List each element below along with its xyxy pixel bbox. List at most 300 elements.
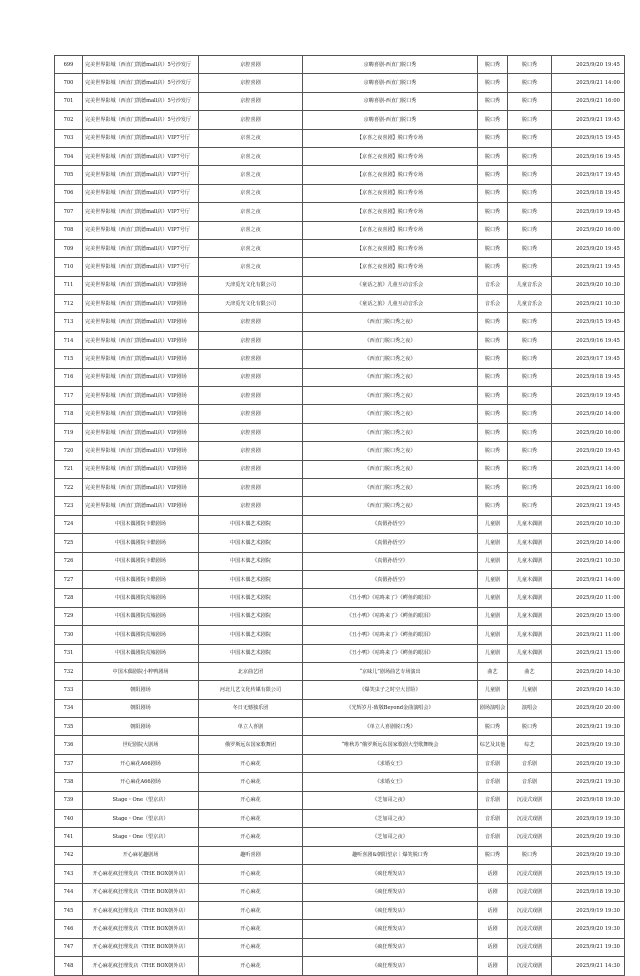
venue-cell: 完美世界影城（西直门凯德mall店）VIP剧场 [83,442,199,460]
table-row [55,754,625,772]
venue-cell: 中国木偶剧院卡酷剧场 [83,515,199,533]
venue-cell: Stage・One（望京店） [83,810,199,828]
organizer-cell: 京腔喜剧 [199,74,303,92]
table-row [55,699,625,717]
venue-cell: 完美世界影城（西直门凯德mall店）VIP剧场 [83,405,199,423]
show-title-cell: 京嗨喜剧-西直门脱口秀 [303,56,478,74]
category-cell: 脱口秀 [478,166,508,184]
subcategory-cell: 脱口秀 [508,442,552,460]
table-row [55,570,625,588]
subcategory-cell: 儿童木偶剧 [508,626,552,644]
row-number-cell: 732 [55,662,83,680]
show-title-cell: “唯秋苏”俄罗斯远东国家歌剧大型歌舞晚会 [303,736,478,754]
subcategory-cell: 沉浸式戏剧 [508,791,552,809]
show-title-cell: 京嗨喜剧-西直门脱口秀 [303,92,478,110]
show-title-cell: 《芝加哥之夜》 [303,791,478,809]
venue-cell: 完美世界影城（西直门凯德mall店）VIP剧场 [83,387,199,405]
table-row [55,442,625,460]
venue-cell: 中国木偶剧院卡酷剧场 [83,534,199,552]
row-number-cell: 715 [55,350,83,368]
organizer-cell: 京腔喜剧 [199,92,303,110]
venue-cell: 完美世界影城（西直门凯德mall店）VIP7号厅 [83,239,199,257]
table-row [55,883,625,901]
show-time-cell: 2025/9/21 14:30 [552,957,625,975]
row-number-cell: 705 [55,166,83,184]
subcategory-cell: 儿童木偶剧 [508,589,552,607]
show-title-cell: 【京喜之夜喜剧】脱口秀专场 [303,147,478,165]
show-time-cell: 2025/9/18 19:30 [552,791,625,809]
show-title-cell: 京嗨喜剧-西直门脱口秀 [303,111,478,129]
table-row [55,626,625,644]
organizer-cell: 京喜之夜 [199,147,303,165]
show-time-cell: 2025/9/21 19:30 [552,773,625,791]
organizer-cell: 中国木偶艺术剧院 [199,607,303,625]
category-cell: 脱口秀 [478,147,508,165]
row-number-cell: 722 [55,478,83,496]
category-cell: 音乐剧 [478,791,508,809]
category-cell: 音乐会 [478,295,508,313]
venue-cell: 开心麻花疯狂理发店（THE BOX朝外店） [83,920,199,938]
show-title-cell: 《西直门脱口秀之夜》 [303,331,478,349]
venue-cell: Stage・One（望京店） [83,791,199,809]
row-number-cell: 699 [55,56,83,74]
venue-cell: 完美世界影城（西直门凯德mall店）VIP剧场 [83,497,199,515]
show-time-cell: 2025/9/20 14:30 [552,662,625,680]
show-title-cell: 【京喜之夜喜剧】脱口秀专场 [303,258,478,276]
venue-cell: 开心麻花疯狂理发店（THE BOX朝外店） [83,883,199,901]
organizer-cell: 河北儿艺文化传媒有限公司 [199,681,303,699]
organizer-cell: 中国木偶艺术剧院 [199,626,303,644]
show-title-cell: 《西直门脱口秀之夜》 [303,387,478,405]
organizer-cell: 京喜之夜 [199,203,303,221]
show-time-cell: 2025/9/19 19:30 [552,810,625,828]
organizer-cell: 天津觅光文化有限公司 [199,295,303,313]
show-time-cell: 2025/9/20 14:00 [552,405,625,423]
subcategory-cell: 脱口秀 [508,56,552,74]
table-row [55,938,625,956]
table-row [55,846,625,864]
row-number-cell: 728 [55,589,83,607]
organizer-cell: 京腔喜剧 [199,331,303,349]
table-row [55,920,625,938]
venue-cell: 完美世界影城（西直门凯德mall店）VIP剧场 [83,331,199,349]
row-number-cell: 713 [55,313,83,331]
category-cell: 音乐会 [478,276,508,294]
row-number-cell: 737 [55,754,83,772]
show-title-cell: 【京喜之夜喜剧】脱口秀专场 [303,129,478,147]
subcategory-cell: 脱口秀 [508,478,552,496]
venue-cell: 开心麻花疯狂理发店（THE BOX朝外店） [83,865,199,883]
category-cell: 脱口秀 [478,405,508,423]
organizer-cell: 单立人喜剧 [199,718,303,736]
organizer-cell: 京腔喜剧 [199,111,303,129]
row-number-cell: 710 [55,258,83,276]
organizer-cell: 京喜之夜 [199,239,303,257]
venue-cell: 开心麻花A66剧场 [83,773,199,791]
show-title-cell: 《丑小鸭》《咕咚来了》《鳄鱼的眼泪》 [303,644,478,662]
venue-cell: 完美世界影城（西直门凯德mall店）VIP7号厅 [83,203,199,221]
show-title-cell: 【京喜之夜喜剧】脱口秀专场 [303,184,478,202]
show-time-cell: 2025/9/20 10:30 [552,515,625,533]
category-cell: 脱口秀 [478,313,508,331]
table-row [55,607,625,625]
row-number-cell: 711 [55,276,83,294]
show-time-cell: 2025/9/19 19:45 [552,387,625,405]
show-title-cell: 《西直门脱口秀之夜》 [303,442,478,460]
subcategory-cell: 沉浸式戏剧 [508,865,552,883]
table-row [55,534,625,552]
show-time-cell: 2025/9/17 19:45 [552,166,625,184]
category-cell: 音乐剧 [478,828,508,846]
category-cell: 儿童剧 [478,534,508,552]
row-number-cell: 727 [55,570,83,588]
show-title-cell: 趣听喜剧&朝阳望京｜爆笑脱口秀 [303,846,478,864]
row-number-cell: 731 [55,644,83,662]
organizer-cell: 中国木偶艺术剧院 [199,589,303,607]
row-number-cell: 726 [55,552,83,570]
show-time-cell: 2025/9/18 19:45 [552,184,625,202]
show-time-cell: 2025/9/17 19:45 [552,350,625,368]
row-number-cell: 746 [55,920,83,938]
table-row [55,295,625,313]
row-number-cell: 718 [55,405,83,423]
venue-cell: 朝阳剧场 [83,699,199,717]
organizer-cell: 开心麻花 [199,957,303,975]
venue-cell: 完美世界影城（西直门凯德mall店）VIP剧场 [83,350,199,368]
performance-schedule-table [54,55,625,976]
show-time-cell: 2025/9/15 19:45 [552,129,625,147]
table-row [55,184,625,202]
organizer-cell: 京腔喜剧 [199,460,303,478]
row-number-cell: 734 [55,699,83,717]
show-title-cell: 《爆笑虫子之时空大冒险》 [303,681,478,699]
table-row [55,515,625,533]
subcategory-cell: 儿童木偶剧 [508,607,552,625]
organizer-cell: 中国木偶艺术剧院 [199,570,303,588]
row-number-cell: 706 [55,184,83,202]
table-row [55,387,625,405]
venue-cell: 开心麻花疯狂理发店（THE BOX朝外店） [83,957,199,975]
organizer-cell: 京腔喜剧 [199,442,303,460]
category-cell: 脱口秀 [478,368,508,386]
show-title-cell: 【京喜之夜喜剧】脱口秀专场 [303,203,478,221]
subcategory-cell: 脱口秀 [508,258,552,276]
show-title-cell: “京味儿”剧场曲艺专场演出 [303,662,478,680]
organizer-cell: 京喜之夜 [199,258,303,276]
table-row [55,644,625,662]
venue-cell: 完美世界影城（西直门凯德mall店）VIP7号厅 [83,129,199,147]
category-cell: 话剧 [478,957,508,975]
show-title-cell: 《真假孙悟空》 [303,515,478,533]
organizer-cell: 趣听喜剧 [199,846,303,864]
subcategory-cell: 儿童木偶剧 [508,515,552,533]
organizer-cell: 中国木偶艺术剧院 [199,552,303,570]
subcategory-cell: 儿童木偶剧 [508,552,552,570]
row-number-cell: 701 [55,92,83,110]
row-number-cell: 730 [55,626,83,644]
table-row [55,589,625,607]
show-time-cell: 2025/9/21 10:30 [552,295,625,313]
organizer-cell: 京腔喜剧 [199,313,303,331]
row-number-cell: 741 [55,828,83,846]
organizer-cell: 京腔喜剧 [199,387,303,405]
organizer-cell: 开心麻花 [199,810,303,828]
show-title-cell: 《丑小鸭》《咕咚来了》《鳄鱼的眼泪》 [303,589,478,607]
show-time-cell: 2025/9/16 19:45 [552,331,625,349]
show-time-cell: 2025/9/16 19:45 [552,147,625,165]
table-row [55,147,625,165]
row-number-cell: 729 [55,607,83,625]
table-row [55,368,625,386]
show-title-cell: 《西直门脱口秀之夜》 [303,478,478,496]
venue-cell: 开心麻花疯狂理发店（THE BOX朝外店） [83,901,199,919]
subcategory-cell: 脱口秀 [508,203,552,221]
show-time-cell: 2025/9/21 14:00 [552,74,625,92]
row-number-cell: 745 [55,901,83,919]
organizer-cell: 开心麻花 [199,865,303,883]
show-time-cell: 2025/9/20 19:45 [552,239,625,257]
category-cell: 脱口秀 [478,460,508,478]
show-time-cell: 2025/9/20 19:45 [552,56,625,74]
category-cell: 脱口秀 [478,442,508,460]
subcategory-cell: 脱口秀 [508,111,552,129]
table-row [55,810,625,828]
table-row [55,681,625,699]
row-number-cell: 742 [55,846,83,864]
organizer-cell: 开心麻花 [199,883,303,901]
category-cell: 脱口秀 [478,239,508,257]
show-title-cell: 【京喜之夜喜剧】脱口秀专场 [303,239,478,257]
category-cell: 儿童剧 [478,681,508,699]
table-row [55,331,625,349]
show-title-cell: 《疯狂理发店》 [303,865,478,883]
subcategory-cell: 沉浸式戏剧 [508,828,552,846]
subcategory-cell: 曲艺 [508,662,552,680]
venue-cell: 开心麻花趣剧场 [83,846,199,864]
category-cell: 脱口秀 [478,74,508,92]
row-number-cell: 708 [55,221,83,239]
show-title-cell: 《求婚女王》 [303,754,478,772]
subcategory-cell: 儿童木偶剧 [508,534,552,552]
table-row [55,313,625,331]
show-title-cell: 《疯狂理发店》 [303,901,478,919]
category-cell: 话剧 [478,901,508,919]
show-time-cell: 2025/9/21 14:00 [552,460,625,478]
table-row [55,773,625,791]
organizer-cell: 京腔喜剧 [199,478,303,496]
table-row [55,901,625,919]
row-number-cell: 748 [55,957,83,975]
category-cell: 脱口秀 [478,846,508,864]
category-cell: 儿童剧 [478,552,508,570]
organizer-cell: 开心麻花 [199,920,303,938]
show-title-cell: 《单立人喜剧脱口秀》 [303,718,478,736]
table-row [55,111,625,129]
venue-cell: 完美世界影城（西直门凯德mall店）VIP剧场 [83,368,199,386]
show-title-cell: 《芝加哥之夜》 [303,810,478,828]
venue-cell: 完美世界影城（西直门凯德mall店）5号沙发厅 [83,56,199,74]
subcategory-cell: 脱口秀 [508,147,552,165]
category-cell: 脱口秀 [478,56,508,74]
show-time-cell: 2025/9/21 19:30 [552,718,625,736]
show-title-cell: 京嗨喜剧-西直门脱口秀 [303,74,478,92]
row-number-cell: 739 [55,791,83,809]
organizer-cell: 冬日无憾独乐团 [199,699,303,717]
table-row [55,276,625,294]
table-row [55,828,625,846]
show-title-cell: 《西直门脱口秀之夜》 [303,368,478,386]
row-number-cell: 736 [55,736,83,754]
show-time-cell: 2025/9/21 19:45 [552,497,625,515]
category-cell: 话剧 [478,865,508,883]
show-title-cell: 《丑小鸭》《咕咚来了》《鳄鱼的眼泪》 [303,607,478,625]
subcategory-cell: 脱口秀 [508,497,552,515]
category-cell: 儿童剧 [478,589,508,607]
row-number-cell: 700 [55,74,83,92]
show-title-cell: 《芝加哥之夜》 [303,828,478,846]
row-number-cell: 716 [55,368,83,386]
performance-schedule-page [54,55,620,976]
subcategory-cell: 脱口秀 [508,718,552,736]
row-number-cell: 719 [55,423,83,441]
category-cell: 儿童剧 [478,607,508,625]
row-number-cell: 717 [55,387,83,405]
category-cell: 脱口秀 [478,497,508,515]
row-number-cell: 744 [55,883,83,901]
organizer-cell: 京喜之夜 [199,184,303,202]
show-title-cell: 《疯狂理发店》 [303,938,478,956]
category-cell: 音乐剧 [478,773,508,791]
table-row [55,221,625,239]
table-row [55,497,625,515]
show-time-cell: 2025/9/20 14:30 [552,681,625,699]
category-cell: 儿童剧 [478,515,508,533]
show-time-cell: 2025/9/18 19:45 [552,368,625,386]
show-time-cell: 2025/9/20 19:30 [552,736,625,754]
subcategory-cell: 演唱会 [508,699,552,717]
category-cell: 脱口秀 [478,92,508,110]
table-row [55,460,625,478]
table-row [55,662,625,680]
subcategory-cell: 儿童木偶剧 [508,644,552,662]
row-number-cell: 735 [55,718,83,736]
show-time-cell: 2025/9/18 19:30 [552,883,625,901]
organizer-cell: 中国木偶艺术剧院 [199,515,303,533]
category-cell: 话剧 [478,938,508,956]
table-row [55,552,625,570]
subcategory-cell: 沉浸式戏剧 [508,957,552,975]
category-cell: 脱口秀 [478,718,508,736]
organizer-cell: 京腔喜剧 [199,497,303,515]
show-time-cell: 2025/9/21 16:00 [552,92,625,110]
venue-cell: 完美世界影城（西直门凯德mall店）VIP剧场 [83,295,199,313]
subcategory-cell: 儿童剧 [508,681,552,699]
show-time-cell: 2025/9/21 19:30 [552,938,625,956]
category-cell: 脱口秀 [478,387,508,405]
table-row [55,718,625,736]
show-title-cell: 《真假孙悟空》 [303,552,478,570]
venue-cell: 完美世界影城（西直门凯德mall店）VIP7号厅 [83,221,199,239]
category-cell: 音乐剧 [478,754,508,772]
venue-cell: 中国木偶剧院荒墟剧场 [83,607,199,625]
subcategory-cell: 沉浸式戏剧 [508,938,552,956]
show-title-cell: 《光辉岁月-致敬Beyond金曲演唱会》 [303,699,478,717]
category-cell: 话剧 [478,883,508,901]
category-cell: 综艺及其他 [478,736,508,754]
subcategory-cell: 脱口秀 [508,221,552,239]
organizer-cell: 京腔喜剧 [199,423,303,441]
subcategory-cell: 脱口秀 [508,239,552,257]
organizer-cell: 北京曲艺团 [199,662,303,680]
subcategory-cell: 脱口秀 [508,423,552,441]
venue-cell: 中国木偶剧院卡酷剧场 [83,552,199,570]
row-number-cell: 712 [55,295,83,313]
table-row [55,791,625,809]
show-title-cell: 《疯狂理发店》 [303,957,478,975]
table-row [55,258,625,276]
organizer-cell: 京腔喜剧 [199,350,303,368]
show-title-cell: 《童话之旅》儿童互动音乐会 [303,276,478,294]
category-cell: 脱口秀 [478,331,508,349]
show-title-cell: 【京喜之夜喜剧】脱口秀专场 [303,221,478,239]
show-time-cell: 2025/9/20 20:00 [552,699,625,717]
subcategory-cell: 脱口秀 [508,184,552,202]
schedule-table-body [55,56,625,976]
show-title-cell: 《疯狂理发店》 [303,883,478,901]
category-cell: 脱口秀 [478,350,508,368]
category-cell: 脱口秀 [478,258,508,276]
organizer-cell: 京腔喜剧 [199,56,303,74]
show-title-cell: 【京喜之夜喜剧】脱口秀专场 [303,166,478,184]
row-number-cell: 720 [55,442,83,460]
table-row [55,423,625,441]
venue-cell: 开心麻花疯狂理发店（THE BOX朝外店） [83,938,199,956]
subcategory-cell: 儿童音乐会 [508,295,552,313]
organizer-cell: 开心麻花 [199,791,303,809]
venue-cell: 完美世界影城（西直门凯德mall店）5号沙发厅 [83,111,199,129]
subcategory-cell: 儿童音乐会 [508,276,552,294]
show-time-cell: 2025/9/20 16:00 [552,221,625,239]
organizer-cell: 京喜之夜 [199,129,303,147]
show-time-cell: 2025/9/21 14:00 [552,570,625,588]
organizer-cell: 开心麻花 [199,754,303,772]
show-title-cell: 《西直门脱口秀之夜》 [303,423,478,441]
show-title-cell: 《真假孙悟空》 [303,534,478,552]
venue-cell: 完美世界影城（西直门凯德mall店）VIP7号厅 [83,147,199,165]
row-number-cell: 707 [55,203,83,221]
venue-cell: 完美世界影城（西直门凯德mall店）VIP剧场 [83,478,199,496]
category-cell: 儿童剧 [478,570,508,588]
show-time-cell: 2025/9/15 19:30 [552,865,625,883]
show-time-cell: 2025/9/21 10:30 [552,552,625,570]
show-title-cell: 《疯狂理发店》 [303,920,478,938]
venue-cell: 完美世界影城（西直门凯德mall店）VIP剧场 [83,423,199,441]
subcategory-cell: 脱口秀 [508,846,552,864]
venue-cell: 完美世界影城（西直门凯德mall店）VIP剧场 [83,313,199,331]
subcategory-cell: 沉浸式戏剧 [508,810,552,828]
show-time-cell: 2025/9/20 14:00 [552,534,625,552]
show-title-cell: 《西直门脱口秀之夜》 [303,350,478,368]
table-row [55,56,625,74]
venue-cell: 中国木偶剧院荒墟剧场 [83,626,199,644]
category-cell: 儿童剧 [478,626,508,644]
table-row [55,129,625,147]
category-cell: 剧场演唱会 [478,699,508,717]
venue-cell: 完美世界影城（西直门凯德mall店）5号沙发厅 [83,92,199,110]
venue-cell: 世纪剧院大剧场 [83,736,199,754]
subcategory-cell: 脱口秀 [508,331,552,349]
table-row [55,92,625,110]
